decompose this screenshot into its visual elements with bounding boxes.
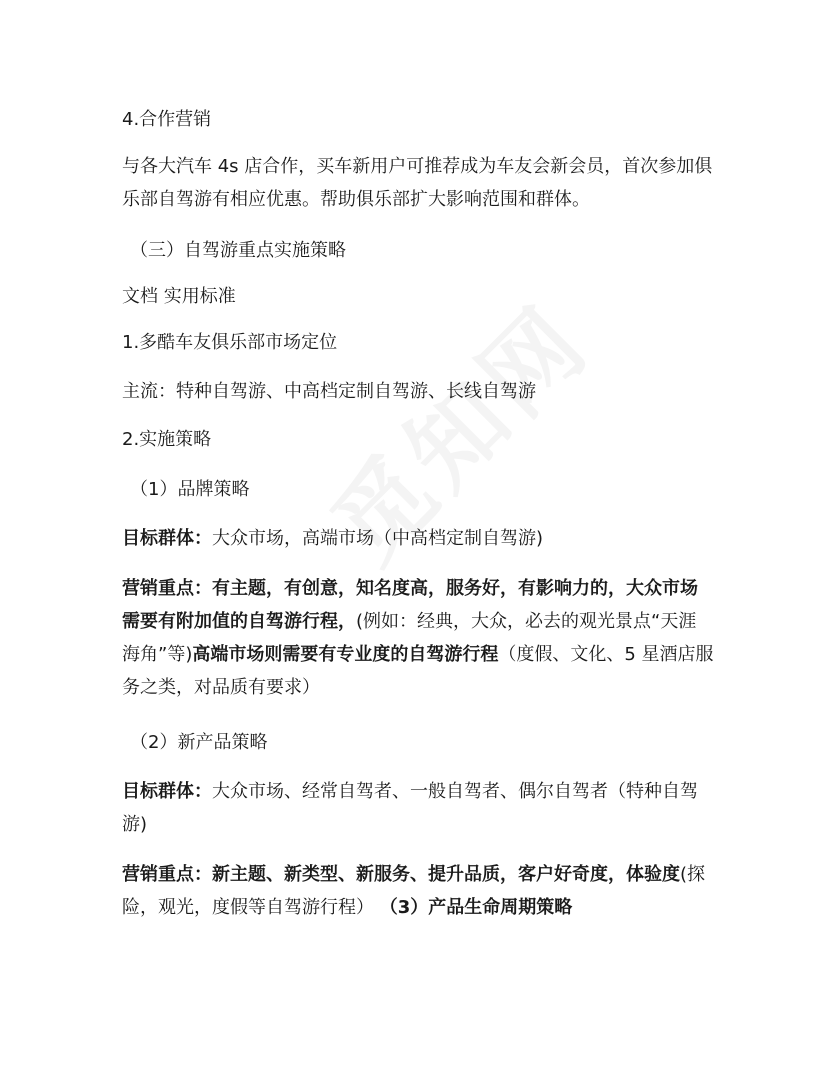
paragraph-brand-target	[122, 522, 714, 555]
paragraph-brand-focus	[122, 572, 714, 704]
paragraph-new-product-target	[122, 775, 714, 841]
subheading-new-product-strategy: （2）新产品策略	[130, 732, 268, 753]
subheading-lifecycle-strategy: （3）产品生命周期策略	[379, 897, 573, 918]
newprod-focus-label: 营销重点：新主题、新类型、新服务、提升品质，客户好奇度，体验度	[122, 864, 680, 885]
section-heading-implementation: 2.实施策略	[122, 429, 212, 450]
brand-focus-bold2: 高端市场则需要有专业度的自驾游行程	[192, 644, 499, 665]
brand-focus-text1: (例如：经典，大众，必去的观光景点“天涯海角”等)	[122, 611, 697, 665]
paragraph-market-positioning: 主流：特种自驾游、中高档定制自驾游、长线自驾游	[122, 381, 536, 402]
paragraph-new-product-focus	[122, 858, 714, 924]
newprod-target-label: 目标群体：	[122, 781, 212, 802]
section-heading-cooperative-marketing: 4.合作营销	[122, 109, 212, 130]
subheading-brand-strategy: （1）品牌策略	[130, 479, 250, 500]
newprod-focus-text: (探险，观光，度假等自驾游行程）	[122, 864, 706, 918]
brand-focus-label: 营销重点：有主题，有创意，知名度高，服务好，有影响力的，大众市场需要有附加值的自驾游行程，	[122, 578, 698, 632]
paragraph-cooperative-marketing: 与各大汽车 4s 店合作，买车新用户可推荐成为车友会新会员，首次参加俱乐部自驾游有相应优惠。帮助俱乐部扩大影响范围和群体。	[122, 156, 713, 210]
newprod-target-text: 大众市场、经常自驾者、一般自驾者、偶尔自驾者（特种自驾游)	[122, 781, 698, 835]
brand-focus-text2: （度假、文化、5 星酒店服务之类，对品质有要求）	[122, 644, 714, 698]
brand-target-label: 目标群体：	[122, 528, 212, 549]
section-heading-market-positioning: 1.多酷车友俱乐部市场定位	[122, 332, 338, 353]
section-heading-strategy: （三）自驾游重点实施策略	[130, 240, 346, 261]
document-label: 文档 实用标准	[122, 286, 236, 307]
brand-target-text: 大众市场，高端市场（中高档定制自驾游)	[212, 528, 544, 549]
